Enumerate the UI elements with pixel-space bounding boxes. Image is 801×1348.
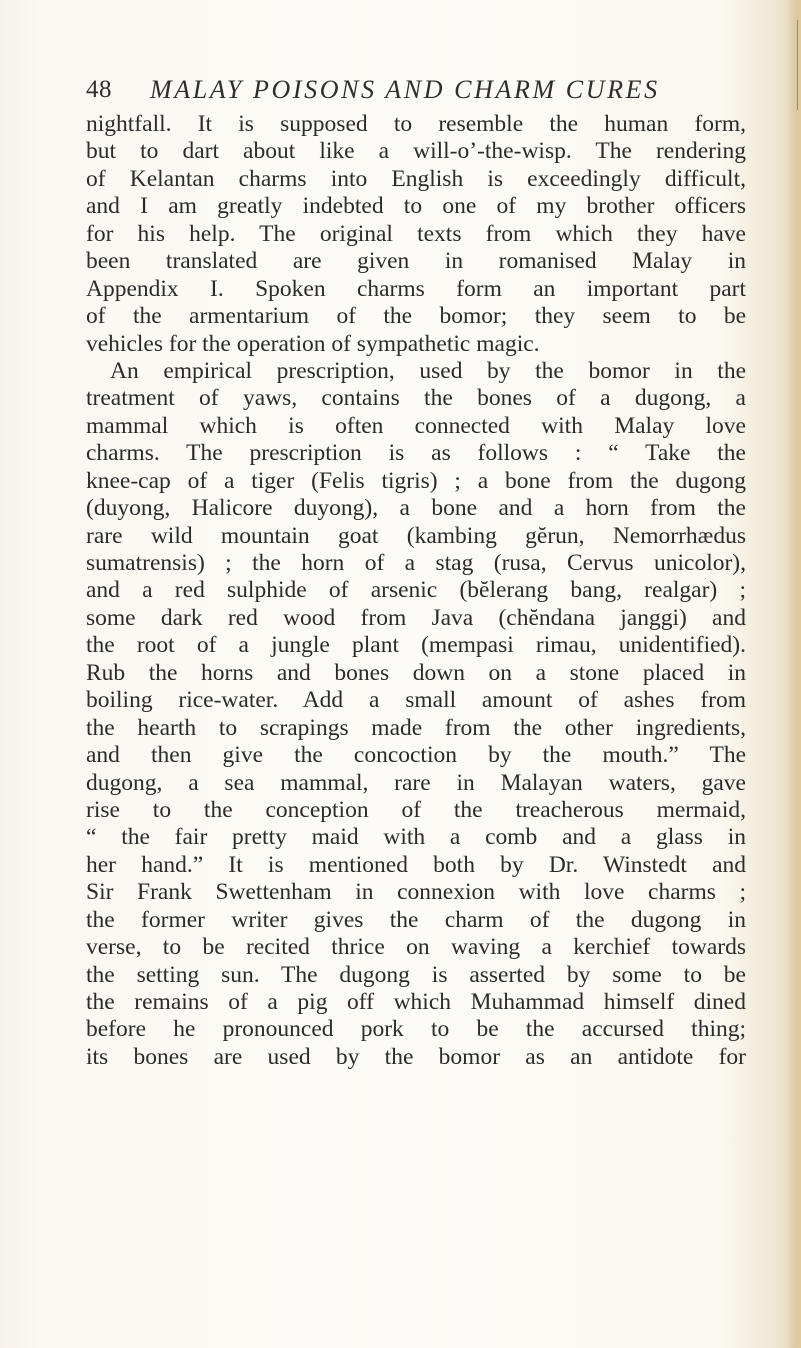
text-line: Appendix I. Spoken charms form an important part <box>86 275 746 302</box>
text-line: vehicles for the operation of sympathetic magic. <box>86 330 540 357</box>
text-line: the former writer gives the charm of the dugong in <box>86 906 746 933</box>
text-line: her hand.” It is mentioned both by Dr. Winstedt and <box>86 851 746 878</box>
text-line: the setting sun. The dugong is asserted by some to be <box>86 961 746 988</box>
text-line: verse, to be recited thrice on waving a kerchief towards <box>86 934 746 961</box>
text-line: charms. The prescription is as follows : “ Take the <box>86 440 746 467</box>
text-line: knee-cap of a tiger (Felis tigris) ; a bone from the dugong <box>86 467 746 494</box>
text-line: Sir Frank Swettenham in connexion with love charms ; <box>86 879 746 906</box>
text-line: “ the fair pretty maid with a comb and a glass in <box>86 824 746 851</box>
text-line: rare wild mountain goat (kambing gĕrun, Nemorrhædus <box>86 522 746 549</box>
page-edge-line <box>797 20 798 110</box>
text-line: for his help. The original texts from which they have <box>86 220 746 247</box>
running-head <box>86 72 726 108</box>
text-line: of Kelantan charms into English is exceedingly difficult, <box>86 165 746 192</box>
text-line: mammal which is often connected with Malay love <box>86 412 746 439</box>
page-edge-shadow <box>787 0 801 1348</box>
text-line: the root of a jungle plant (mempasi rimau, unidentified). <box>86 632 746 659</box>
running-title: MALAY POISONS AND CHARM CURES <box>150 75 660 104</box>
body-text <box>86 111 746 1071</box>
text-line: Rub the horns and bones down on a stone placed in <box>86 659 746 686</box>
text-line: of the armentarium of the bomor; they seem to be <box>86 303 746 330</box>
text-line: been translated are given in romanised Malay in <box>86 248 746 275</box>
text-line: An empirical prescription, used by the bomor in the <box>110 357 746 384</box>
text-line: its bones are used by the bomor as an antidote for <box>86 1043 746 1070</box>
text-line: and then give the concoction by the mouth.” The <box>86 742 746 769</box>
text-line: the hearth to scrapings made from the other ingredients, <box>86 714 746 741</box>
text-line: some dark red wood from Java (chĕndana janggi) and <box>86 604 746 631</box>
text-line: boiling rice-water. Add a small amount of ashes from <box>86 687 746 714</box>
text-line: and I am greatly indebted to one of my brother officers <box>86 193 746 220</box>
page-number: 48 <box>86 76 112 103</box>
text-line: dugong, a sea mammal, rare in Malayan waters, gave <box>86 769 746 796</box>
text-line: but to dart about like a will-o’-the-wisp. The rendering <box>86 138 746 165</box>
text-line: (duyong, Halicore duyong), a bone and a horn from the <box>86 495 746 522</box>
text-line: before he pronounced pork to be the accursed thing; <box>86 1016 746 1043</box>
text-line: and a red sulphide of arsenic (bĕlerang bang, realgar) ; <box>86 577 746 604</box>
text-line: nightfall. It is supposed to resemble the human form, <box>86 111 746 137</box>
text-line: treatment of yaws, contains the bones of a dugong, a <box>86 385 746 412</box>
text-line: sumatrensis) ; the horn of a stag (rusa, Cervus unicolor), <box>86 550 746 576</box>
text-line: the remains of a pig off which Muhammad himself dined <box>86 989 746 1015</box>
text-line: rise to the conception of the treacherous mermaid, <box>86 796 746 823</box>
